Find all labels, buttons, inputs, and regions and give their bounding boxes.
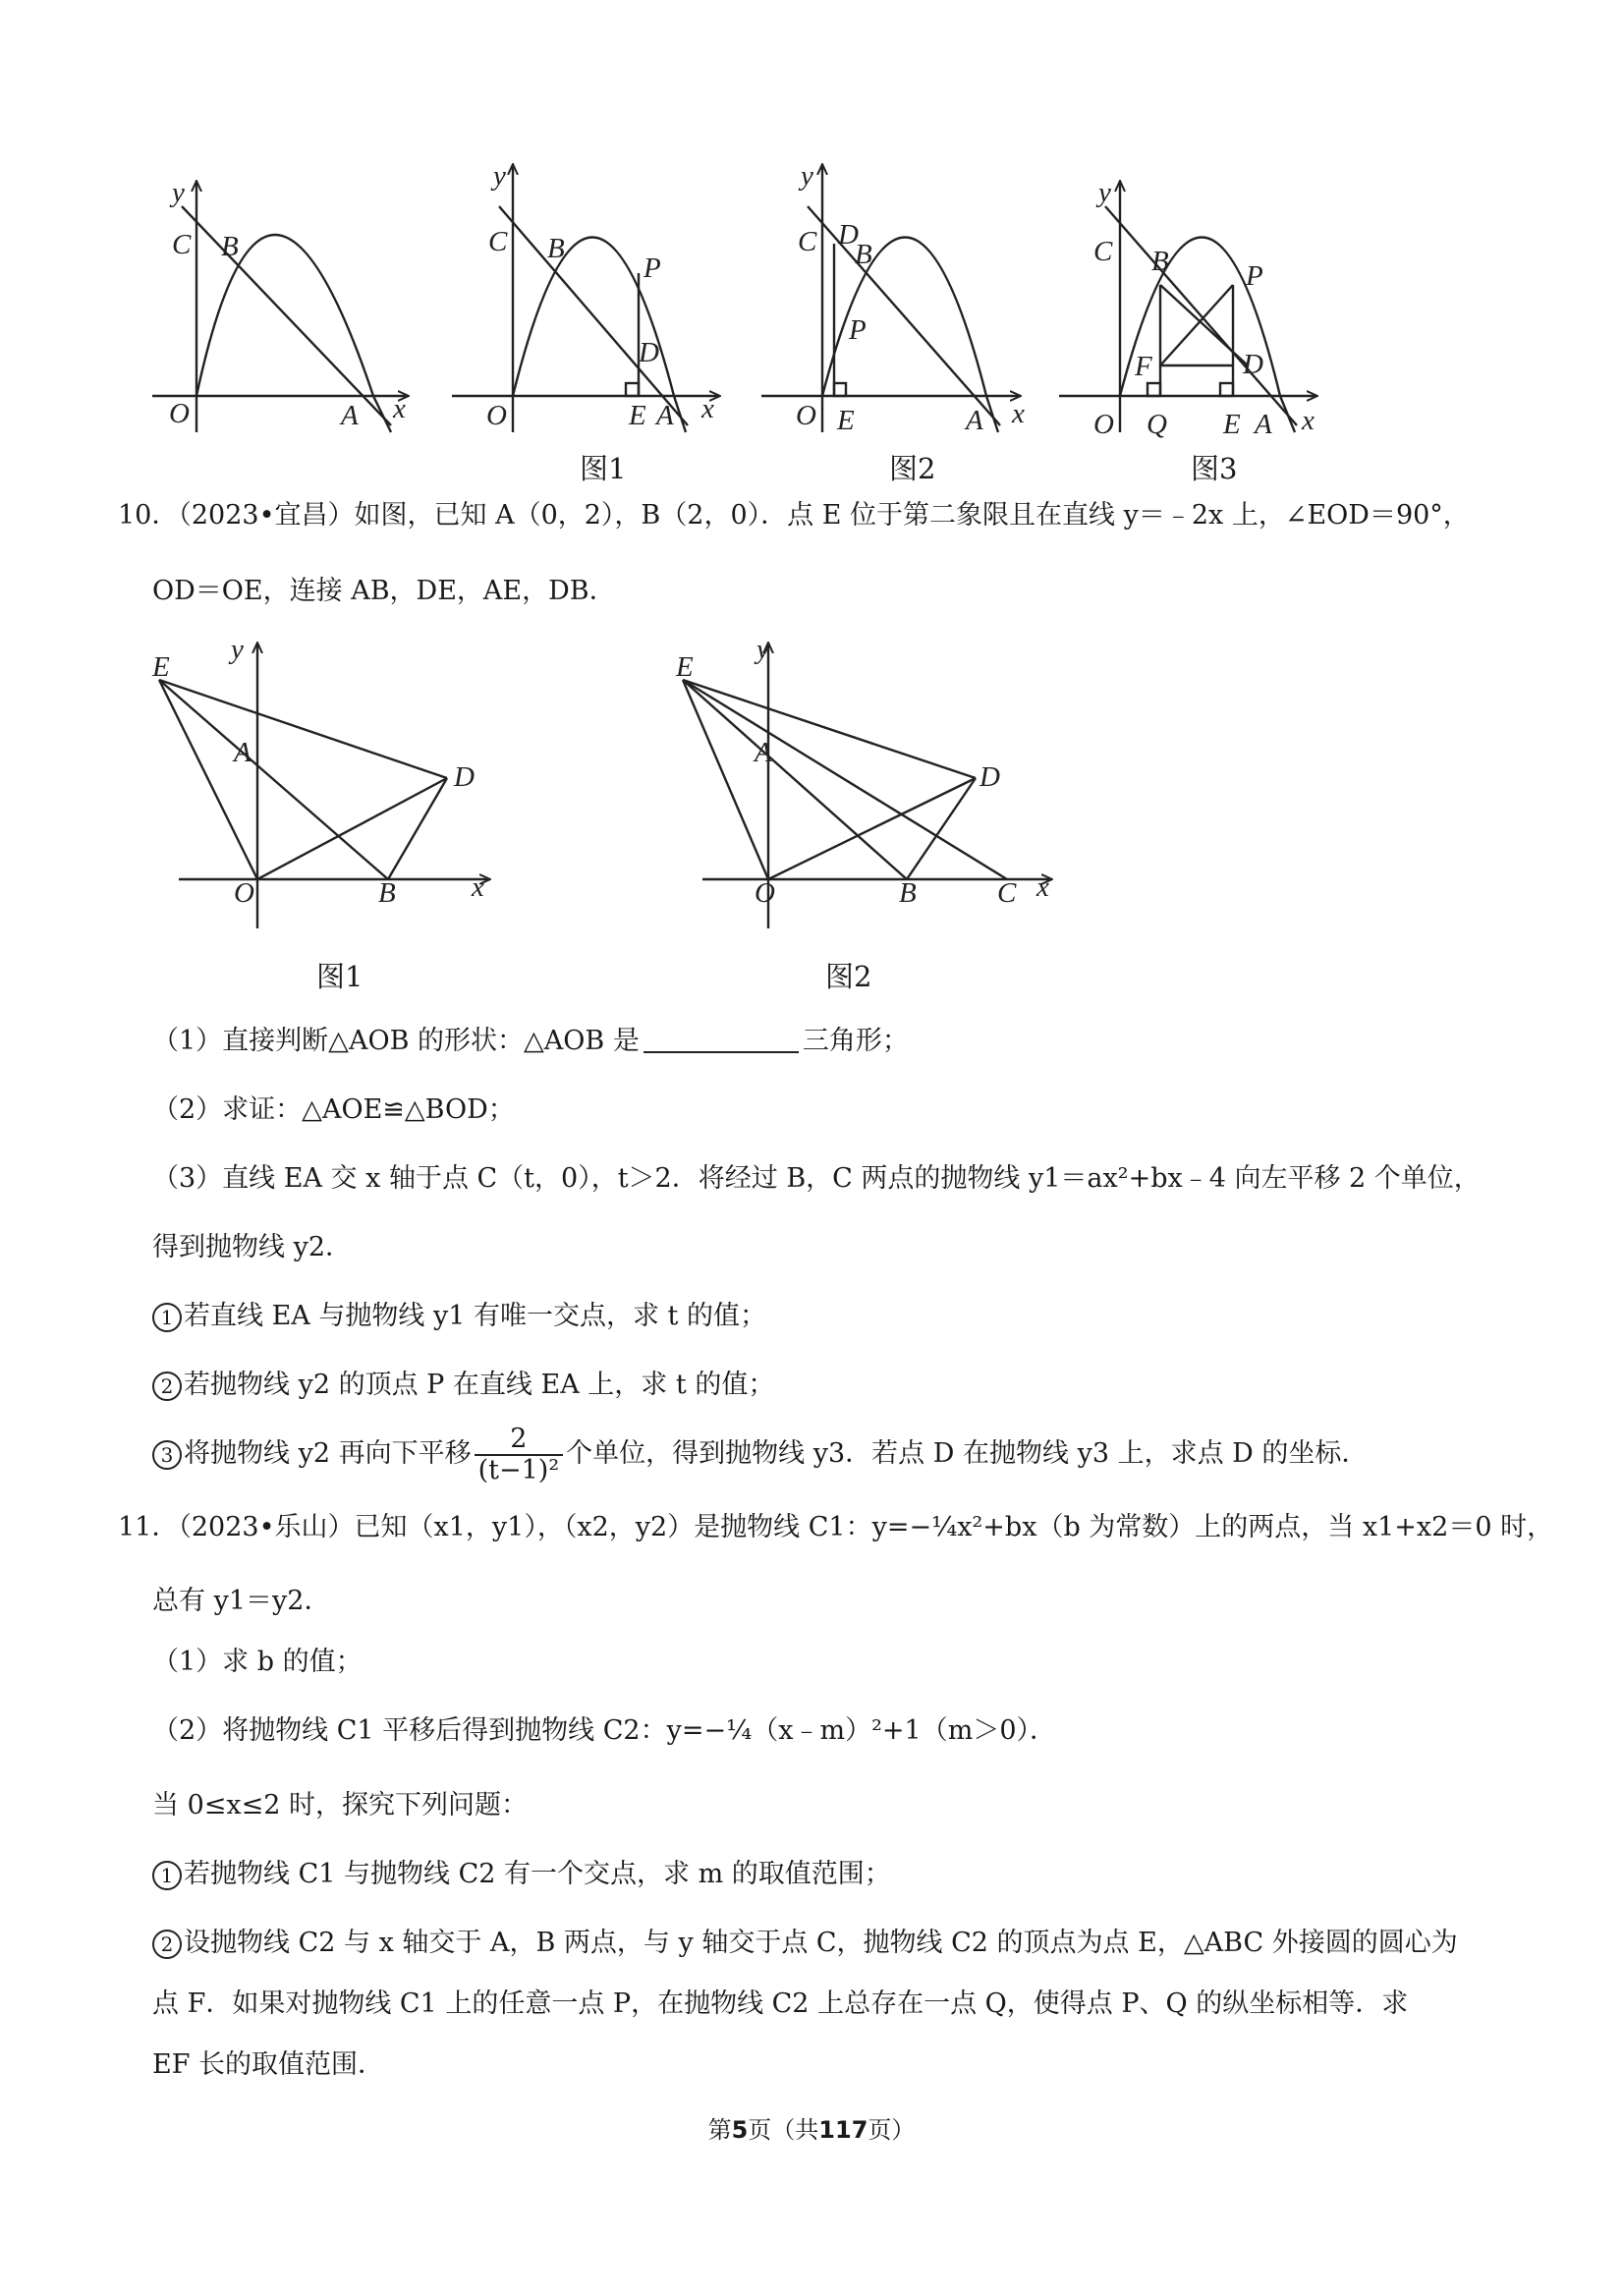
svg-text:P: P — [1246, 260, 1263, 292]
circled-number-2: 2 — [152, 1372, 182, 1401]
svg-text:F: F — [1135, 351, 1152, 382]
top-figures — [0, 0, 1623, 511]
svg-text:O: O — [1093, 409, 1114, 440]
svg-text:x: x — [701, 393, 714, 424]
svg-text:D: D — [979, 761, 1000, 793]
page-footer — [0, 2110, 1623, 2145]
svg-text:O: O — [796, 400, 816, 431]
q10-figures — [0, 629, 1623, 1002]
q11-part-2: （2）将抛物线 C1 平移后得到抛物线 C2：y=−¼（x﹣m）²+1（m＞0）． — [152, 1715, 1057, 1746]
svg-text:x: x — [1036, 871, 1049, 903]
svg-text:y: y — [801, 160, 813, 192]
svg-text:B: B — [899, 877, 917, 909]
fraction-numerator: 2 — [475, 1425, 564, 1456]
q10-part-1-text: （1）直接判断△AOB 的形状：△AOB 是 — [152, 1026, 640, 1056]
svg-text:x: x — [1012, 398, 1025, 429]
q10-sub-2-text: 若抛物线 y2 的顶点 P 在直线 EA 上，求 t 的值； — [184, 1370, 775, 1400]
svg-text:D: D — [1243, 349, 1263, 380]
svg-text:x: x — [472, 871, 484, 903]
q10-sub-3 — [152, 1415, 1528, 1493]
page-number: 5 — [731, 2116, 749, 2144]
svg-text:B: B — [1151, 246, 1169, 277]
q11-part-1: （1）求 b 的值； — [152, 1647, 363, 1677]
figure-0 — [152, 182, 408, 432]
q11-intro: 当 0≤x≤2 时，探究下列问题： — [152, 1790, 528, 1820]
svg-text:E: E — [1223, 409, 1241, 440]
svg-text:C: C — [997, 877, 1017, 909]
q11-source: （2023•乐山） — [178, 1512, 355, 1542]
q10-sub-3-text-a: 将抛物线 y2 再向下平移 — [184, 1438, 472, 1469]
svg-text:A: A — [234, 737, 252, 768]
q11-number: 11． — [118, 1512, 179, 1542]
svg-text:x: x — [1302, 405, 1315, 436]
q11-line-2: 总有 y1＝y2． — [152, 1586, 331, 1616]
svg-text:y: y — [1098, 177, 1111, 208]
svg-text:A: A — [755, 737, 772, 768]
circled-number-1: 1 — [152, 1303, 182, 1332]
svg-text:C: C — [488, 226, 508, 257]
svg-text:A: A — [656, 400, 674, 431]
svg-text:E: E — [629, 400, 646, 431]
q10-part-1 — [152, 1022, 1528, 1061]
figure-caption-3: 图3 — [1191, 452, 1238, 485]
circled-number-2: 2 — [152, 1930, 182, 1959]
svg-text:D: D — [838, 219, 859, 251]
svg-text:O: O — [234, 877, 254, 909]
figure-1 — [452, 165, 719, 432]
q10-sub-3-text-b: 个单位，得到抛物线 y3．若点 D 在抛物线 y3 上，求点 D 的坐标． — [566, 1438, 1369, 1469]
q10-number: 10． — [118, 500, 179, 531]
svg-text:C: C — [172, 229, 192, 260]
svg-text:P: P — [644, 252, 661, 284]
footer-middle: 页（共 — [748, 2116, 819, 2144]
figure-3 — [1059, 182, 1316, 432]
circled-number-3: 3 — [152, 1440, 182, 1470]
svg-text:B: B — [855, 239, 872, 270]
total-pages: 117 — [818, 2116, 868, 2144]
fraction-denominator: (t−1)² — [477, 1454, 560, 1485]
fraction — [475, 1425, 564, 1485]
q11-sub-1 — [152, 1855, 1528, 1894]
q10-line-2: OD＝OE，连接 AB，DE，AE，DB． — [152, 576, 616, 606]
q10-caption-1: 图1 — [316, 960, 364, 993]
q11-sub-2-line-2: 点 F．如果对抛物线 C1 上的任意一点 P，在抛物线 C2 上总存在一点 Q，使得点 P、Q 的纵坐标相等．求 — [152, 1988, 1409, 2019]
q10-line-1 — [118, 496, 1592, 535]
q10-part-3-line-2: 得到抛物线 y2． — [152, 1232, 353, 1262]
q10-stem-1: 如图，已知 A（0，2），B（2，0）．点 E 位于第二象限且在直线 y＝﹣2x 上，∠EOD＝90°， — [354, 500, 1470, 531]
svg-text:O: O — [755, 877, 775, 909]
figure-caption-1: 图1 — [580, 452, 627, 485]
q10-source: （2023•宜昌） — [178, 500, 355, 531]
svg-text:Q: Q — [1147, 409, 1167, 440]
q10-part-1-suffix: 三角形； — [802, 1026, 909, 1056]
q11-sub-2-line-3: EF 长的取值范围． — [152, 2049, 385, 2080]
q11-line-1 — [118, 1508, 1592, 1547]
q10-part-3-line-1: （3）直线 EA 交 x 轴于点 C（t，0），t＞2．将经过 B，C 两点的抛物线 y1＝ax²+bx﹣4 向左平移 2 个单位， — [152, 1163, 1481, 1194]
q10-sub-1 — [152, 1297, 1528, 1336]
svg-text:E: E — [676, 651, 694, 683]
svg-text:D: D — [454, 761, 475, 793]
svg-text:A: A — [966, 405, 983, 436]
circled-number-1: 1 — [152, 1861, 182, 1890]
q10-sub-1-text: 若直线 EA 与抛物线 y1 有唯一交点，求 t 的值； — [184, 1301, 766, 1331]
svg-text:O: O — [169, 398, 190, 429]
svg-text:x: x — [393, 393, 406, 424]
svg-text:C: C — [798, 226, 817, 257]
q11-stem-1: 已知（x1，y1），（x2，y2）是抛物线 C1：y=−¼x²+bx（b 为常数）上的两点，当 x1+x2＝0 时， — [354, 1512, 1554, 1542]
q11-sub-1-text: 若抛物线 C1 与抛物线 C2 有一个交点，求 m 的取值范围； — [184, 1859, 891, 1889]
svg-text:y: y — [756, 634, 769, 665]
answer-blank[interactable] — [644, 1026, 799, 1053]
svg-text:B: B — [378, 877, 396, 909]
svg-text:C: C — [1093, 236, 1113, 267]
q10-figure-1 — [159, 644, 489, 928]
q11-sub-2-text-1: 设抛物线 C2 与 x 轴交于 A，B 两点，与 y 轴交于点 C，抛物线 C2 的顶点为点 E，△ABC 外接圆的圆心为 — [184, 1928, 1458, 1958]
svg-text:D: D — [639, 337, 659, 368]
figure-2 — [761, 165, 1020, 432]
svg-text:P: P — [849, 314, 867, 346]
svg-text:O: O — [486, 400, 507, 431]
q10-sub-2 — [152, 1366, 1528, 1405]
svg-text:E: E — [152, 651, 170, 683]
svg-text:y: y — [231, 634, 244, 665]
svg-text:E: E — [837, 405, 855, 436]
q11-sub-2-line-1 — [152, 1924, 1528, 1963]
svg-text:A: A — [1255, 409, 1272, 440]
figure-caption-2: 图2 — [889, 452, 936, 485]
q10-part-2: （2）求证：△AOE≌△BOD； — [152, 1094, 515, 1125]
svg-text:B: B — [547, 233, 565, 264]
q10-caption-2: 图2 — [825, 960, 872, 993]
svg-text:A: A — [341, 400, 359, 431]
svg-text:y: y — [493, 160, 506, 192]
svg-text:B: B — [221, 231, 239, 262]
svg-text:y: y — [172, 177, 185, 208]
footer-suffix: 页） — [867, 2116, 916, 2144]
footer-prefix: 第 — [707, 2116, 732, 2144]
